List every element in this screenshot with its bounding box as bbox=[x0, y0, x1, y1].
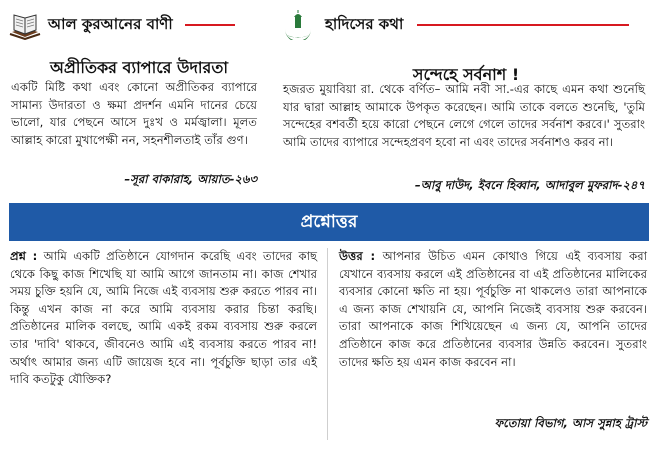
fatwa-signature: ফতোয়া বিভাগ, আস সুন্নাহ ট্রাস্ট bbox=[494, 416, 647, 430]
qa-banner bbox=[9, 203, 649, 241]
qa-banner-title: প্রশ্নোত্তর bbox=[300, 212, 358, 232]
question-label: প্রশ্ন : bbox=[10, 249, 38, 263]
mosque-crescent-icon bbox=[281, 10, 315, 40]
hadith-citation: –আবু দাউদ, ইবনে হিব্বান, আদাবুল মুফরাদ-২৪৭ bbox=[414, 178, 645, 192]
quran-book-icon bbox=[8, 10, 42, 40]
quran-article-body: একটি মিষ্টি কথা এবং কোনো অপ্রীতিকর ব্যাপারে সামান্য উদারতা ও ক্ষমা প্রদর্শন এমনি দানের চেয়ে ভালো, যার পেছনে আসে দুঃখ ও মর্মজ্বালা। মূলত আল্লাহ কারো মুখাপেক্ষী নন, সহনশীলতাই তাঁর গুণ। bbox=[11, 80, 257, 147]
header-rule bbox=[417, 24, 629, 26]
question-block bbox=[10, 248, 317, 389]
quran-article-title: অপ্রীতিকর ব্যাপারে উদারতা bbox=[50, 58, 228, 77]
hadith-section-title: হাদিসের কথা bbox=[325, 14, 404, 33]
question-text: আমি একটি প্রতিষ্ঠানে যোগদান করেছি এবং তাদের কাছ থেকে কিছু কাজ শিখেছি যা আমি আগে জানতাম না। কাজ শেখার সময় চুক্তি হয়নি যে, আমি নিজে এই ব্যবসায় শুরু করতে পারব না। কিন্তু এখন কাজ না করে আমি ব্যবসায় করার চিন্তা করছি। প্রতিষ্ঠানের মালিক বলছে, আমি একই রকম ব্যবসায় শুরু করলে তার 'দাবি' থাকবে, জীবনেও আমি এই ব্যবসায় করতে পারব না! অর্থাৎ আমার জন্য এটি জায়েজ হবে না। পূর্বচুক্তি ছাড়া তার এই দাবি কতটুকু যৌক্তিক? bbox=[10, 249, 318, 387]
hadith-article-title: সন্দেহে সর্বনাশ ! bbox=[412, 65, 520, 84]
answer-label: উত্তর : bbox=[339, 249, 376, 263]
quran-section-title: আল কুরআনের বাণী bbox=[48, 14, 173, 33]
column-divider bbox=[327, 248, 328, 440]
answer-block bbox=[339, 248, 647, 371]
hadith-section-header bbox=[281, 8, 651, 42]
answer-text: আপনার উচিত এমন কোথাও গিয়ে এই ব্যবসায় করা যেখানে ব্যবসায় করলে এই প্রতিষ্ঠানের বা এই প্রতিষ্ঠানের মালিকের ব্যবসার কোনো ক্ষতি না হয়। পূর্বচুক্তি না থাকলেও তারা আপনাকে এ জন্য কাজ শেখায়নি যে, আপনি নিজেই ব্যবসায় শুরু করবেন। তারা আপনাকে কাজ শিখিয়েছেন এ জন্য যে, আপনি তাদের প্রতিষ্ঠানে কাজ করে প্রতিষ্ঠানের ব্যবসার উন্নতি করবেন। সুতরাং তাদের ক্ষতি হয় এমন কাজ করবেন না। bbox=[339, 249, 648, 369]
header-rule bbox=[185, 24, 235, 26]
quran-section-header bbox=[8, 8, 270, 42]
quran-citation: –সূরা বাকারাহ, আয়াত-২৬৩ bbox=[124, 172, 257, 186]
hadith-article-body: হজরত মুয়াবিয়া রা. থেকে বর্ণিত– আমি নবী সা.-এর কাছে এমন কথা শুনেছি যার দ্বারা আল্লাহ আমাকে উপকৃত করেছেন। আমি তাকে বলতে শুনেছি, 'তুমি সন্দেহের বশবর্তী হয়ে কারো পেছনে লেগে গেলে তাদের সর্বনাশ করবে।' সুতরাং আমি তাদের ব্যাপারে সন্দেহপ্রবণ হবো না এবং তাদের সর্বনাশও করব না। bbox=[283, 82, 645, 149]
